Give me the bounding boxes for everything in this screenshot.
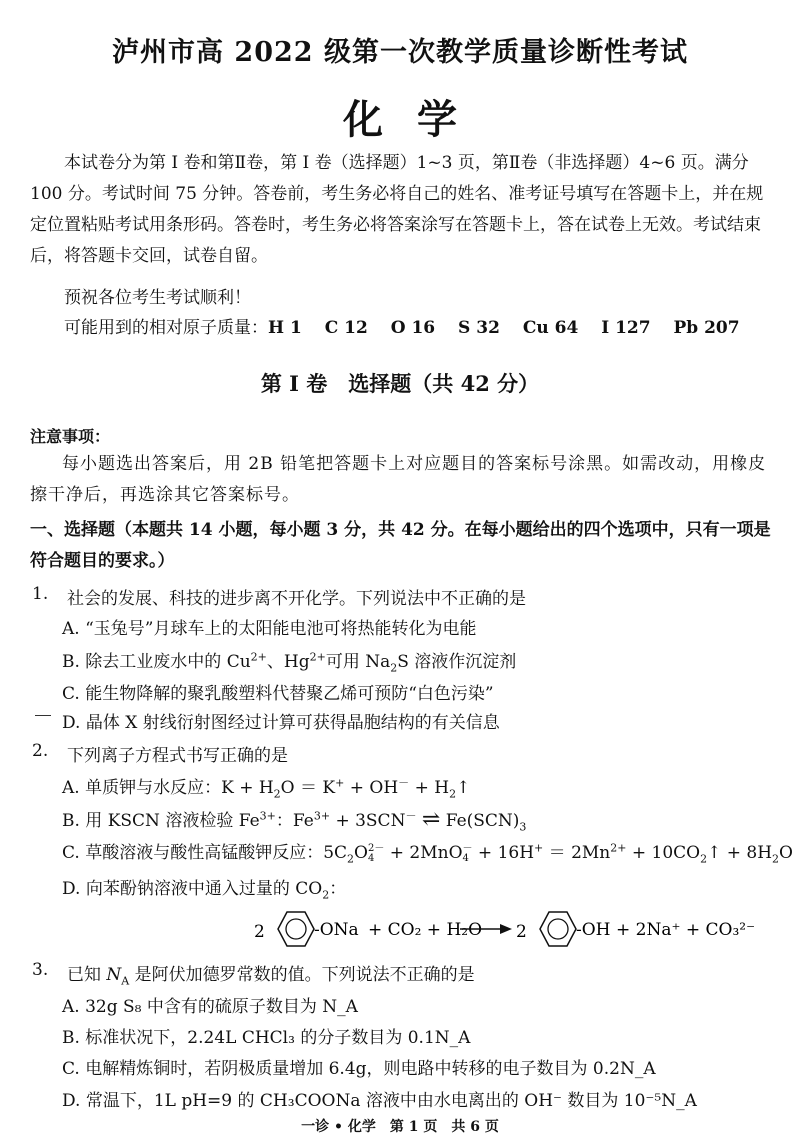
q1-option-d: D. 晶体 X 射线衍射图经过计算可获得晶胞结构的有关信息 xyxy=(62,713,500,733)
scan-mark xyxy=(35,715,51,716)
q2-option-c: C. 草酸溶液与酸性高锰酸钾反应：$5C_2O$ 2－ 4 + 2MnO － 4 + $16H^+ = 2Mn^{2+}$ + $10CO_2↑ + 8H_2O$ xyxy=(62,841,793,866)
q1-option-b: B. 除去工业废水中的 $Cu^{2+}$、$Hg^{2+}$可用 $Na_2S$ 溶液作沉淀剂 xyxy=(62,650,517,675)
eq-reagents: + CO₂ + H₂O xyxy=(368,920,483,940)
benzene-ring-left-icon xyxy=(278,912,314,946)
eq-products: + 2Na⁺ + CO₃²⁻ xyxy=(616,920,756,940)
q3-number: 3. xyxy=(32,960,49,980)
q3-option-d: D. 常温下，1L pH=9 的 CH₃COONa 溶液中由水电离出的 OH⁻ 数目为 10⁻⁵N_A xyxy=(62,1091,697,1111)
phenoxide-reaction-equation xyxy=(250,902,756,960)
exam-title: 泸州市高 2022 级第一次教学质量诊断性考试 xyxy=(112,37,688,68)
subject-title: 化学 xyxy=(343,96,491,143)
wish-line: 预祝各位考生考试顺利！ xyxy=(64,288,251,308)
intro-paragraph xyxy=(30,148,772,272)
eq-left-coefficient: 2 xyxy=(254,922,265,942)
notice xyxy=(30,449,774,511)
intro-text: 本试卷分为第 I 卷和第Ⅱ卷，第 I 卷（选择题）1~3 页，第Ⅱ卷（非选择题）4~6 页。满分 100 分。考试时间 75 分钟。答卷前，考生务必将自己的姓名、准考证号填写在答题卡上，并在规定位置粘贴考试用条形码。答卷时，考生务必将答案涂写在答题卡上，答在试卷上无效。考试结束后，将答题卡交回，试卷自留。 xyxy=(30,153,764,266)
eq-left-group: -ONa xyxy=(314,920,359,940)
q1-option-c: C. 能生物降解的聚乳酸塑料代替聚乙烯可预防“白色污染” xyxy=(62,684,494,704)
notice-text: 每小题选出答案后，用 2B 铅笔把答题卡上对应题目的答案标号涂黑。如需改动，用橡皮擦干净后，再选涂其它答案标号。 xyxy=(30,454,767,505)
atomic-mass-line xyxy=(64,318,740,338)
q2-option-b: B. 用 KSCN 溶液检验 $Fe^{3+}$：$Fe^{3+} + 3SCN^-$ ⇌ $Fe(SCN)_3$ xyxy=(62,807,527,834)
q3-option-c: C. 电解精炼铜时，若阴极质量增加 6.4g，则电路中转移的电子数目为 0.2N_A xyxy=(62,1059,656,1079)
q2-option-a: A. 单质钾与水反应：$K + H_2O = K^+ + OH^-$ + $H_2↑$ xyxy=(62,776,471,801)
q3-option-a: A. 32g S₈ 中含有的硫原子数目为 N_A xyxy=(62,997,358,1017)
q1-number: 1. xyxy=(32,584,49,604)
notice-label: 注意事项： xyxy=(30,427,111,446)
benzene-ring-right-icon xyxy=(540,912,576,946)
eq-right-group: -OH xyxy=(576,920,611,940)
q2-option-d: D. 向苯酚钠溶液中通入过量的 $CO_2$： xyxy=(62,879,347,902)
q2-stem: 下列离子方程式书写正确的是 xyxy=(67,746,288,766)
equilibrium-arrow: ⇌ xyxy=(421,807,441,832)
eq-right-coefficient: 2 xyxy=(516,922,527,942)
q3-stem: 已知 $N_A$ 是阿伏加德罗常数的值。下列说法不正确的是 xyxy=(67,965,475,988)
atomic-mass-label: 可能用到的相对原子质量： xyxy=(64,318,268,338)
page-footer: 一诊 • 化学 第 1 页 共 6 页 xyxy=(301,1119,499,1135)
section-title: 第 I 卷 选择题（共 42 分） xyxy=(260,371,540,396)
q1-stem: 社会的发展、科技的进步离不开化学。下列说法中不正确的是 xyxy=(67,589,526,609)
part-heading: 一、选择题（本题共 14 小题，每小题 3 分，共 42 分。在每小题给出的四个选项中，只有一项是符合题目的要求。） xyxy=(30,520,771,571)
q2-c-equation: $5C_2O$ 2－ 4 + 2MnO － 4 + $16H^+ = 2Mn^{2+}$ + $10CO_2↑ + 8H_2O$ xyxy=(323,841,793,866)
q1-option-a: A. “玉兔号”月球车上的太阳能电池可将热能转化为电能 xyxy=(62,619,477,639)
q2-number: 2. xyxy=(32,741,49,761)
atomic-mass-values: H 1 C 12 O 16 S 32 Cu 64 I 127 Pb 207 xyxy=(268,318,740,338)
q3-option-b: B. 标准状况下，2.24L CHCl₃ 的分子数目为 0.1N_A xyxy=(62,1028,471,1048)
